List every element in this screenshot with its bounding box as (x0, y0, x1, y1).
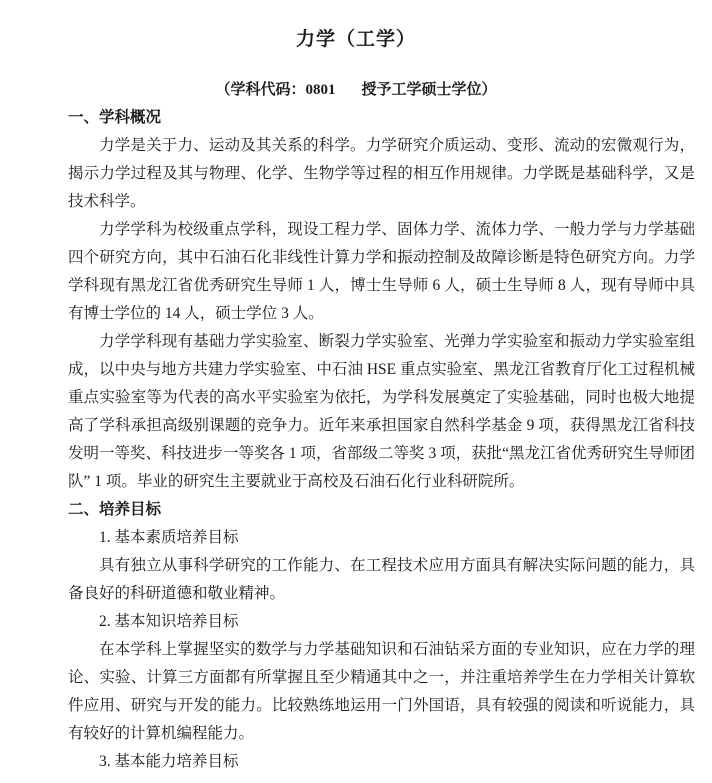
section-2-item-1-body: 具有独立从事科学研究的工作能力、在工程技术应用方面具有解决实际问题的能力，具备良好的科研道德和敬业精神。 (68, 557, 695, 602)
section-2-item-2-body: 在本学科上掌握坚实的数学与力学基础知识和石油钻采方面的专业知识，应在力学的理论、实验、计算三方面都有所掌握且至少精通其中之一，并注重培养学生在力学相关计算软件应用、研究与开发的能力。比较熟练地运用一门外国语，具有较强的阅读和听说能力，具有较好的计算机编程能力。 (68, 641, 695, 742)
section-1-paragraph-3: 力学学科现有基础力学实验室、断裂力学实验室、光弹力学实验室和振动力学实验室组成，以中央与地方共建力学实验室、中石油 HSE 重点实验室、黑龙江省教育厅化工过程机械重点实验室等为代表的高水平实验室为依托，为学科发展奠定了实验基础，同时也极大地提高了学科承担高级别课题的竞争力。近年来承担国家自然科学基金 9 项，获得黑龙江省科技发明一等奖、科技进步一等奖各 1 项，省部级二等奖 3 项，获批“黑龙江省优秀研究生导师团队” 1 项。毕业的研究生主要就业于高校及石油石化行业科研院所。 (68, 333, 695, 490)
subtitle-line (0, 82, 712, 98)
degree-awarded-label: 授予工学硕士学位） (361, 82, 497, 98)
page-title: 力学（工学） (295, 29, 416, 50)
section-1-paragraph-2: 力学学科为校级重点学科，现设工程力学、固体力学、流体力学、一般力学与力学基础四个研究方向，其中石油石化非线性计算力学和振动控制及故障诊断是特色研究方向。力学学科现有黑龙江省优秀研究生导师 1 人，博士生导师 6 人，硕士生导师 8 人，现有导师中具有博士学位的 14 人，硕士学位 3 人。 (68, 221, 695, 322)
section-1-heading: 一、学科概况 (68, 109, 162, 126)
section-2-item-1-label: 1. 基本素质培养目标 (99, 529, 239, 546)
section-1-paragraph-1: 力学是关于力、运动及其关系的科学。力学研究介质运动、变形、流动的宏微观行为，揭示力学过程及其与物理、化学、生物学等过程的相互作用规律。力学既是基础科学，又是技术科学。 (68, 137, 695, 210)
section-2-item-3-label: 3. 基本能力培养目标 (99, 753, 239, 770)
section-2-item-2-label: 2. 基本知识培养目标 (99, 613, 239, 630)
subject-code-label: （学科代码：0801 (215, 82, 336, 98)
section-2-heading: 二、培养目标 (68, 501, 162, 518)
